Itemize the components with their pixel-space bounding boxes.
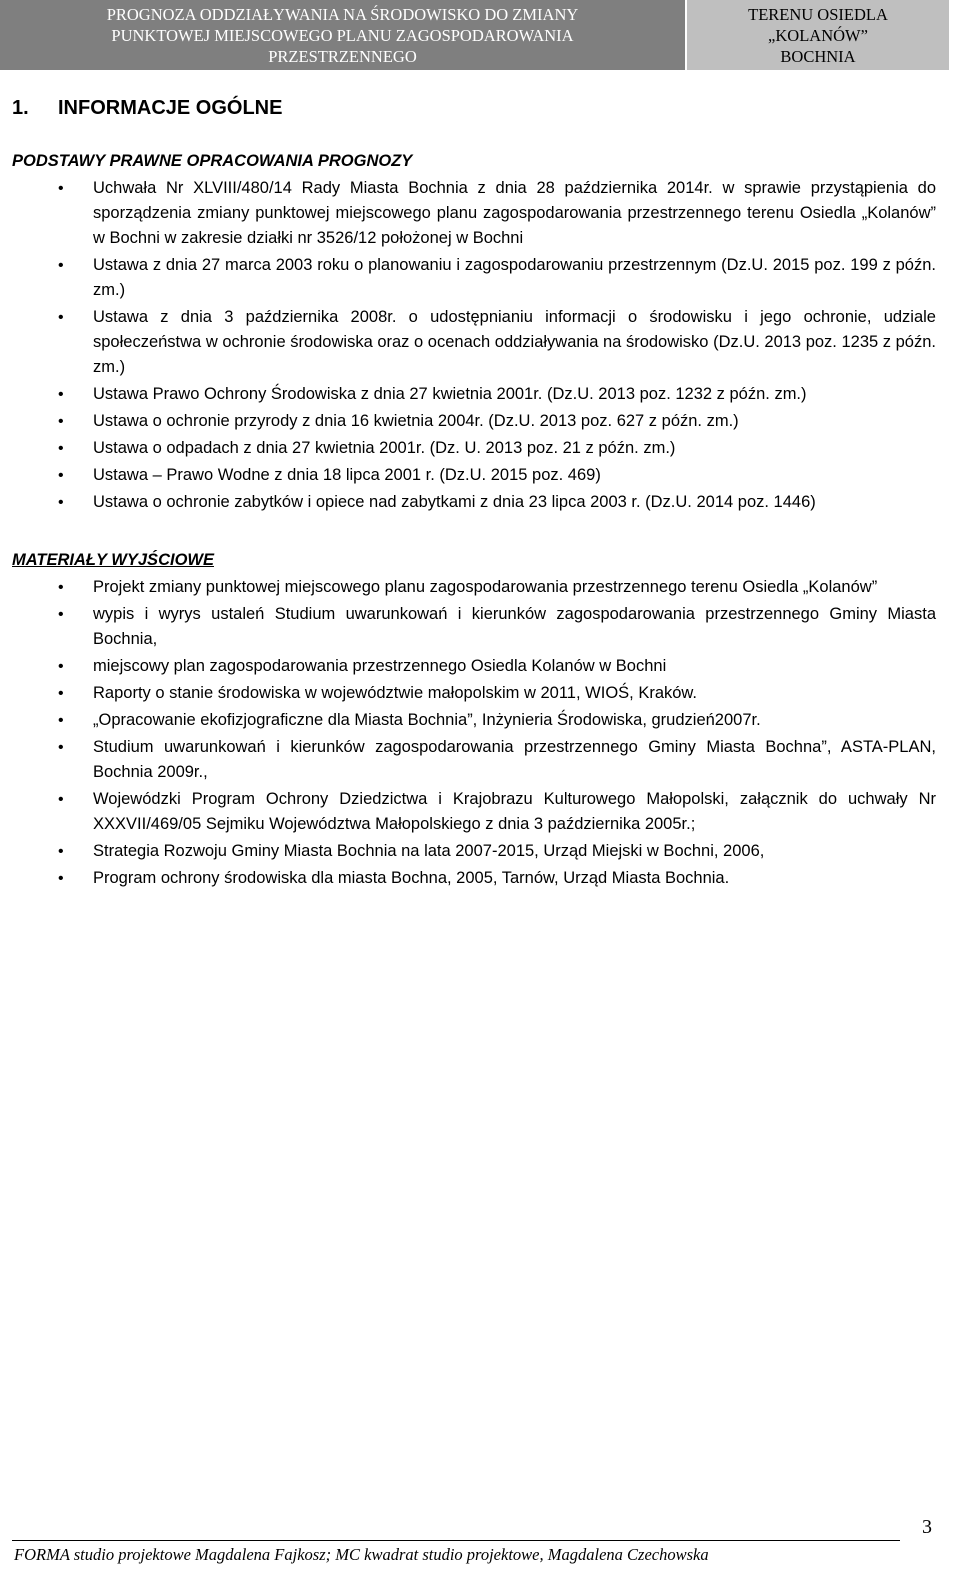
list-item-text: Ustawa z dnia 3 października 2008r. o udostępnianiu informacji o środowisku i jego ochronie, udziale społeczeństwa w ochronie środowiska oraz o ocenach oddziaływania na środowisko (Dz.U. 2013 poz. 1235 z późn. zm.) (93, 308, 936, 376)
bullet-icon: • (58, 386, 64, 403)
bullet-icon: • (58, 843, 64, 860)
header-location-line: BOCHNIA (780, 46, 856, 66)
list-item (12, 839, 936, 864)
bullet-icon: • (58, 870, 64, 887)
bullet-icon: • (58, 440, 64, 457)
page-header (0, 0, 960, 70)
list-item-text: Wojewódzki Program Ochrony Dziedzictwa i Krajobrazu Kulturowego Małopolski, załącznik do uchwały Nr XXXVII/469/05 Sejmiku Województwa Małopolskiego z dnia 3 października 2005r.; (93, 790, 936, 833)
list-item-text: miejscowy plan zagospodarowania przestrzennego Osiedla Kolanów w Bochni (93, 657, 667, 675)
list-item (12, 787, 936, 837)
list-item (12, 575, 936, 600)
bullet-icon: • (58, 712, 64, 729)
bullet-icon: • (58, 791, 64, 808)
bullet-icon: • (58, 257, 64, 274)
bullet-icon: • (58, 494, 64, 511)
bullet-icon: • (58, 309, 64, 326)
list-item (12, 305, 936, 380)
list-item-text: Ustawa Prawo Ochrony Środowiska z dnia 27 kwietnia 2001r. (Dz.U. 2013 poz. 1232 z późn. zm.) (93, 385, 807, 403)
list-item (12, 681, 936, 706)
list-item (12, 866, 936, 891)
list-item-text: Ustawa o ochronie przyrody z dnia 16 kwietnia 2004r. (Dz.U. 2013 poz. 627 z późn. zm.) (93, 412, 739, 430)
list-item (12, 382, 936, 407)
footer-text: FORMA studio projektowe Magdalena Fajkosz; MC kwadrat studio projektowe, Magdalena Czechowska (14, 1545, 709, 1564)
header-location-line: „KOLANÓW” (768, 25, 868, 45)
list-item-text: Ustawa o odpadach z dnia 27 kwietnia 2001r. (Dz. U. 2013 poz. 21 z późn. zm.) (93, 439, 676, 457)
list-item-text: Projekt zmiany punktowej miejscowego planu zagospodarowania przestrzennego terenu Osiedla „Kolanów” (93, 578, 878, 596)
list-item (12, 602, 936, 652)
list-item-text: Strategia Rozwoju Gminy Miasta Bochnia na lata 2007-2015, Urząd Miejski w Bochni, 2006, (93, 842, 765, 860)
list-item-text: „Opracowanie ekofizjograficzne dla Miasta Bochnia”, Inżynieria Środowiska, grudzień2007r. (93, 711, 761, 729)
bullet-icon: • (58, 606, 64, 623)
legal-basis-list (12, 176, 936, 515)
header-title-line: PRZESTRZENNEGO (268, 46, 417, 66)
list-item (12, 654, 936, 679)
list-item-text: Uchwała Nr XLVIII/480/14 Rady Miasta Bochnia z dnia 28 października 2014r. w sprawie przystąpienia do sporządzenia zmiany punktowej miejscowego planu zagospodarowania przestrzennego terenu Osiedla „Kolanów” w Bochni w zakresie działki nr 3526/12 położonej w Bochni (93, 179, 936, 247)
bullet-icon: • (58, 658, 64, 675)
page-number: 3 (922, 1516, 932, 1538)
footer-divider (12, 1540, 900, 1541)
list-item-text: Program ochrony środowiska dla miasta Bochna, 2005, Tarnów, Urząd Miasta Bochnia. (93, 869, 730, 887)
source-materials-list (12, 575, 936, 891)
list-item (12, 463, 936, 488)
header-title-line: PUNKTOWEJ MIEJSCOWEGO PLANU ZAGOSPODAROWANIA (111, 25, 574, 45)
bullet-icon: • (58, 579, 64, 596)
page-content (12, 88, 936, 893)
list-item (12, 253, 936, 303)
header-document-title (0, 0, 685, 70)
section-title: INFORMACJE OGÓLNE (58, 97, 283, 119)
list-item (12, 708, 936, 733)
header-location (687, 0, 949, 70)
list-item (12, 176, 936, 251)
list-item-text: wypis i wyrys ustaleń Studium uwarunkowań i kierunków zagospodarowania przestrzennego Gminy Miasta Bochnia, (93, 605, 936, 648)
bullet-icon: • (58, 180, 64, 197)
list-item-text: Studium uwarunkowań i kierunków zagospodarowania przestrzennego Gminy Miasta Bochna”, ASTA-PLAN, Bochnia 2009r., (93, 738, 936, 781)
list-item (12, 735, 936, 785)
bullet-icon: • (58, 413, 64, 430)
section-heading (12, 88, 936, 128)
list-item-text: Raporty o stanie środowiska w województwie małopolskim w 2011, WIOŚ, Kraków. (93, 684, 698, 702)
list-item-text: Ustawa o ochronie zabytków i opiece nad zabytkami z dnia 23 lipca 2003 r. (Dz.U. 2014 poz. 1446) (93, 493, 816, 511)
list-item (12, 490, 936, 515)
list-item (12, 436, 936, 461)
bullet-icon: • (58, 685, 64, 702)
source-materials-heading: MATERIAŁY WYJŚCIOWE (12, 551, 214, 569)
list-item-text: Ustawa z dnia 27 marca 2003 roku o planowaniu i zagospodarowaniu przestrzennym (Dz.U. 2015 poz. 199 z późn. zm.) (93, 256, 936, 299)
list-item (12, 409, 936, 434)
header-title-line: PROGNOZA ODDZIAŁYWANIA NA ŚRODOWISKO DO ZMIANY (106, 4, 579, 24)
section-number: 1. (12, 97, 29, 119)
bullet-icon: • (58, 739, 64, 756)
header-location-line: TERENU OSIEDLA (748, 4, 888, 24)
legal-basis-heading: PODSTAWY PRAWNE OPRACOWANIA PROGNOZY (12, 152, 413, 170)
list-item-text: Ustawa – Prawo Wodne z dnia 18 lipca 2001 r. (Dz.U. 2015 poz. 469) (93, 466, 601, 484)
bullet-icon: • (58, 467, 64, 484)
